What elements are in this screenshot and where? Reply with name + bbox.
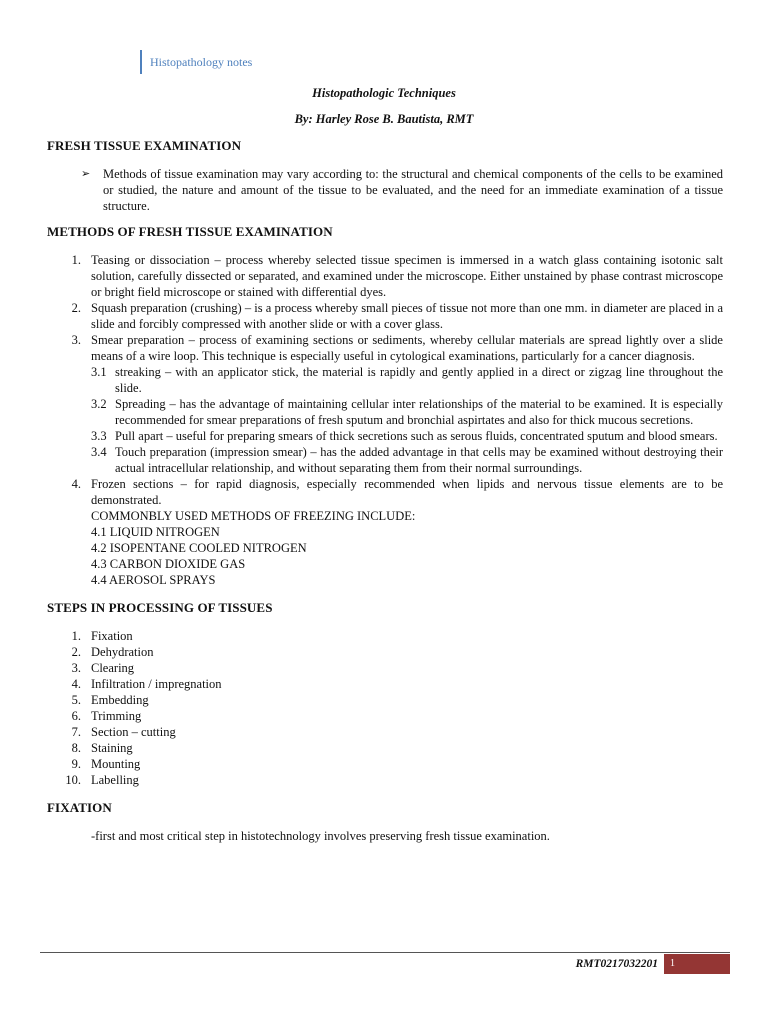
header-label: Histopathology notes: [150, 55, 253, 69]
list-number: 1.: [71, 629, 81, 643]
freezing-method: 4.2 ISOPENTANE COOLED NITROGEN: [91, 541, 307, 555]
list-item: [47, 724, 723, 740]
list-item: [47, 660, 723, 676]
sub-text: streaking – with an applicator stick, the material is rapidly and gently applied in a direct or zigzag line throughout the slide.: [115, 365, 723, 395]
list-item: [47, 740, 723, 756]
arrow-bullet-icon: ➢: [81, 168, 91, 180]
list-number: 4.: [71, 677, 81, 691]
page-number: 1: [664, 954, 730, 974]
sub-number: 3.4: [91, 445, 107, 459]
list-number: 9.: [71, 757, 81, 771]
list-text: Section – cutting: [91, 725, 176, 739]
list-item: [47, 708, 723, 724]
document-body: [47, 138, 723, 844]
running-header: [140, 50, 252, 74]
list-number: 2.: [71, 301, 81, 315]
section-heading-fresh: FRESH TISSUE EXAMINATION: [47, 138, 242, 153]
list-number: 6.: [71, 709, 81, 723]
list-number: 4.: [71, 477, 81, 491]
bullet-item: [47, 166, 723, 214]
steps-list: [47, 628, 723, 788]
sub-item: [91, 364, 723, 396]
list-text: Squash preparation (crushing) – is a process whereby small pieces of tissue not more than one mm. in diameter are placed in a slide and forcibly compressed with another slide or with a cover glass.: [91, 301, 723, 331]
list-text: Staining: [91, 741, 133, 755]
list-item: [47, 772, 723, 788]
list-text: Trimming: [91, 709, 142, 723]
list-number: 5.: [71, 693, 81, 707]
list-number: 8.: [71, 741, 81, 755]
bullet-text: Methods of tissue examination may vary according to: the structural and chemical components of the cells to be examined or studied, the nature and amount of the tissue to be evaluated, and the need for an immediate examination of a tissue structure.: [103, 167, 723, 213]
document-author: By: Harley Rose B. Bautista, RMT: [294, 112, 474, 126]
list-text: Dehydration: [91, 645, 154, 659]
list-item: [47, 756, 723, 772]
list-text: Frozen sections – for rapid diagnosis, especially recommended when lipids and nervous tissue elements are to be demonstrated.: [91, 477, 723, 507]
list-text: Teasing or dissociation – process whereby selected tissue specimen is immersed in a watch glass containing isotonic salt solution, carefully dissected or separated, and examined under the microscope. Either unstained by phase contrast microscope or bright field microscope or stained with differential dyes.: [91, 253, 723, 299]
list-number: 7.: [71, 725, 81, 739]
sub-text: Spreading – has the advantage of maintaining cellular inter relationships of the material to be examined. It is especially recommended for smear preparations of fresh sputum and bronchial aspirtates and also for thick mucous secretions.: [115, 397, 723, 427]
list-item: [47, 628, 723, 644]
fixation-text: -first and most critical step in histotechnology involves preserving fresh tissue examination.: [91, 829, 550, 843]
footer-divider: [40, 952, 730, 953]
list-item: [47, 476, 723, 588]
list-text: Smear preparation – process of examining sections or sediments, whereby cellular materials are spread lightly over a slide means of a wire loop. This technique is especially useful in cytological examinations, particularly for a cancer diagnosis.: [91, 333, 723, 363]
sub-number: 3.2: [91, 397, 107, 411]
list-text: Labelling: [91, 773, 139, 787]
freezing-heading: COMMONBLY USED METHODS OF FREEZING INCLUDE:: [91, 509, 416, 523]
list-number: 1.: [71, 253, 81, 267]
freezing-method: 4.4 AEROSOL SPRAYS: [91, 573, 216, 587]
list-item: [47, 692, 723, 708]
section-heading-fixation: FIXATION: [47, 800, 112, 815]
list-item: [47, 676, 723, 692]
sub-number: 3.1: [91, 365, 107, 379]
section-heading-steps: STEPS IN PROCESSING OF TISSUES: [47, 600, 273, 615]
list-item: [47, 300, 723, 332]
list-number: 3.: [71, 333, 81, 347]
sub-number: 3.3: [91, 429, 107, 443]
section-heading-methods: METHODS OF FRESH TISSUE EXAMINATION: [47, 224, 333, 239]
document-title: Histopathologic Techniques: [312, 86, 456, 100]
list-item: [47, 332, 723, 476]
list-number: 3.: [71, 661, 81, 675]
list-text: Infiltration / impregnation: [91, 677, 222, 691]
sub-item: [91, 444, 723, 476]
list-text: Embedding: [91, 693, 149, 707]
sub-item: [91, 396, 723, 428]
list-text: Mounting: [91, 757, 141, 771]
freezing-method: 4.3 CARBON DIOXIDE GAS: [91, 557, 246, 571]
list-text: Fixation: [91, 629, 133, 643]
list-number: 10.: [65, 773, 81, 787]
sub-text: Pull apart – useful for preparing smears of thick secretions such as serous fluids, concentrated sputum and blood smears.: [115, 429, 718, 443]
sub-text: Touch preparation (impression smear) – has the added advantage in that cells may be examined without destroying their actual intracellular relationship, and without separating them from their normal surroundings.: [115, 445, 723, 475]
list-number: 2.: [71, 645, 81, 659]
footer-document-code: RMT0217032201: [575, 958, 658, 970]
methods-list: [47, 252, 723, 588]
list-item: [47, 252, 723, 300]
freezing-method: 4.1 LIQUID NITROGEN: [91, 525, 220, 539]
list-item: [47, 644, 723, 660]
list-text: Clearing: [91, 661, 135, 675]
sub-item: [91, 428, 723, 444]
